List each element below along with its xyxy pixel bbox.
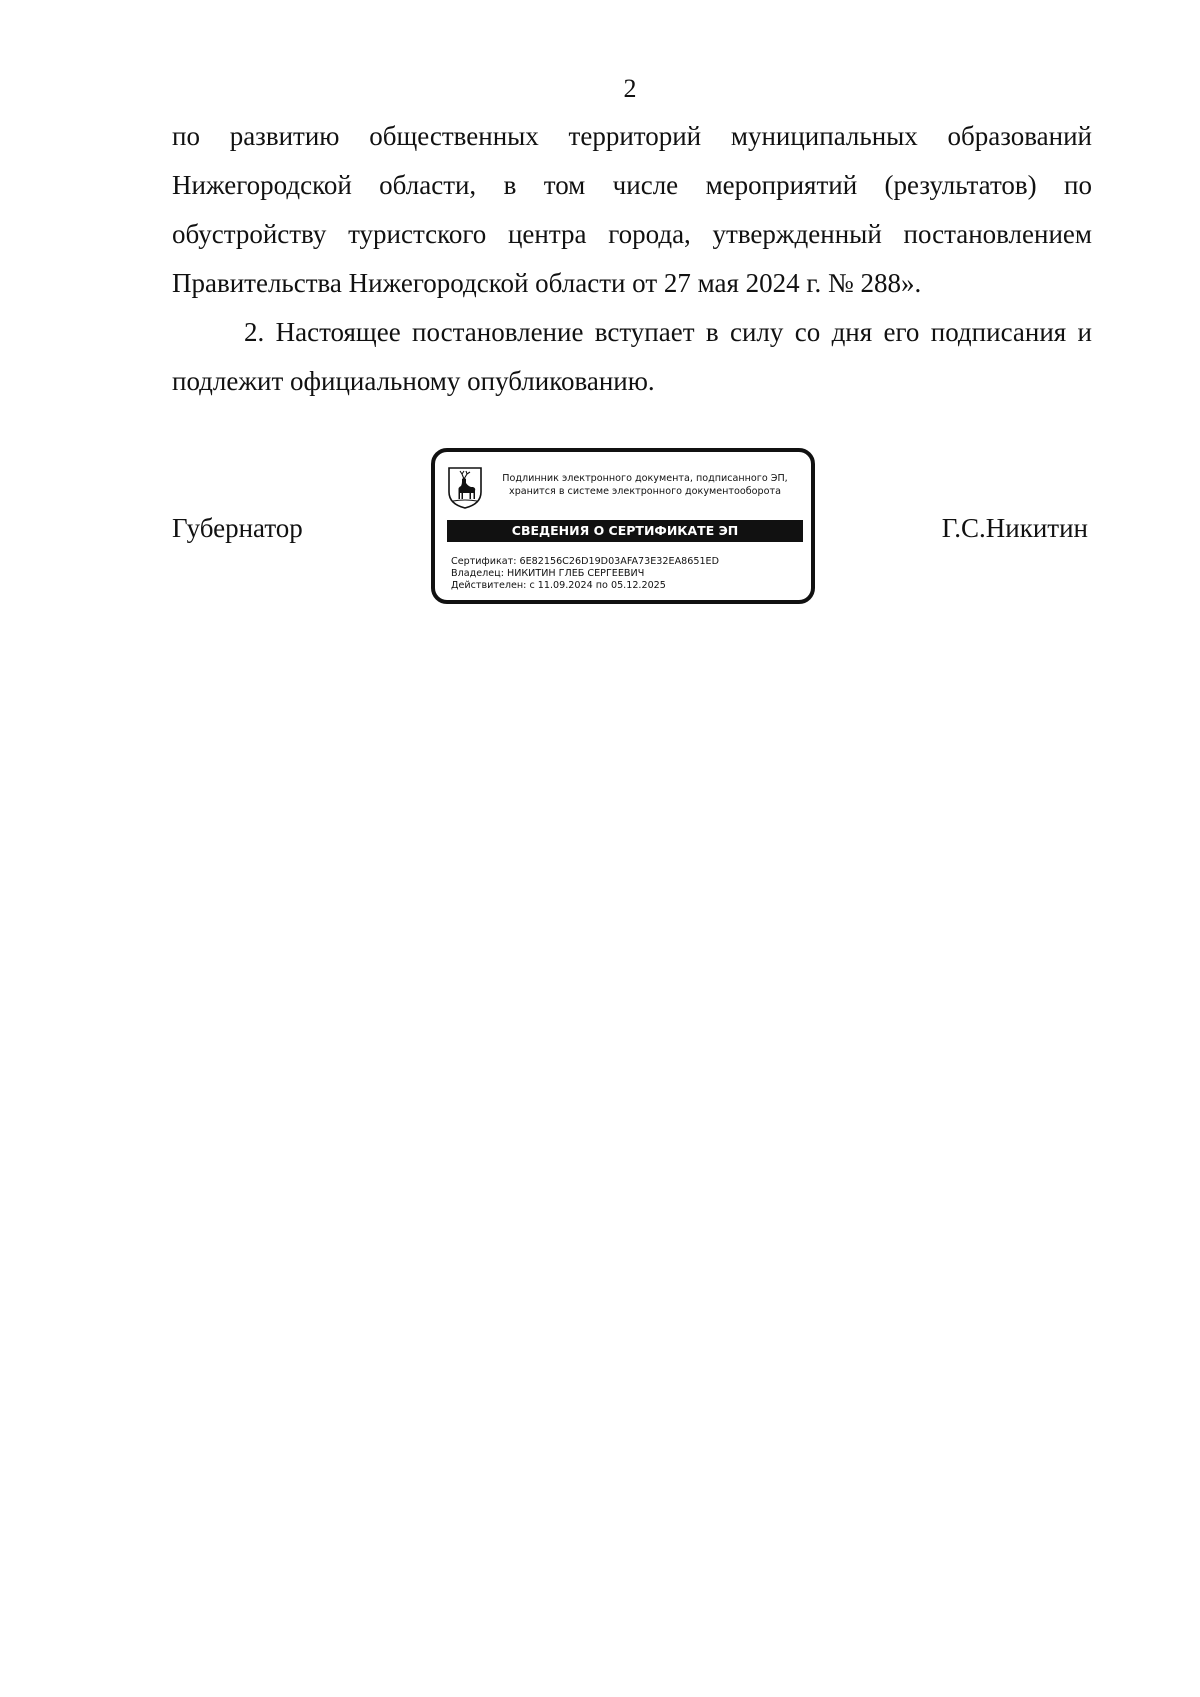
certificate-owner: Владелец: НИКИТИН ГЛЕБ СЕРГЕЕВИЧ	[451, 568, 645, 579]
stamp-header	[485, 472, 805, 498]
signatory-name: Г.С.Никитин	[941, 513, 1088, 543]
signatory-position: Губернатор	[172, 513, 303, 543]
stamp-header-line: Подлинник электронного документа, подписанного ЭП,	[502, 473, 788, 484]
certificate-number: Сертификат: 6E82156C26D19D03AFA73E32EA8651ED	[451, 556, 720, 567]
certificate-validity: Действителен: с 11.09.2024 по 05.12.2025	[451, 580, 666, 591]
deer-coat-of-arms-icon	[447, 466, 483, 510]
paragraph-effective-date: 2. Настоящее постановление вступает в силу со дня его подписания и подлежит официальному опубликованию.	[172, 317, 1092, 396]
page-number: 2	[623, 74, 637, 103]
stamp-header-line: хранится в системе электронного документооборота	[509, 486, 781, 497]
document-body	[172, 112, 1092, 406]
paragraph-continuation: по развитию общественных территорий муниципальных образований Нижегородской области, в том числе мероприятий (результатов) по обустройству туристского центра города, утвержденный постановлением Правительства Нижегородской области от 27 мая 2024 г. № 288».	[172, 121, 1092, 298]
stamp-title-bar: СВЕДЕНИЯ О СЕРТИФИКАТЕ ЭП	[447, 520, 803, 542]
certificate-details	[451, 556, 719, 592]
electronic-signature-stamp	[431, 448, 815, 604]
